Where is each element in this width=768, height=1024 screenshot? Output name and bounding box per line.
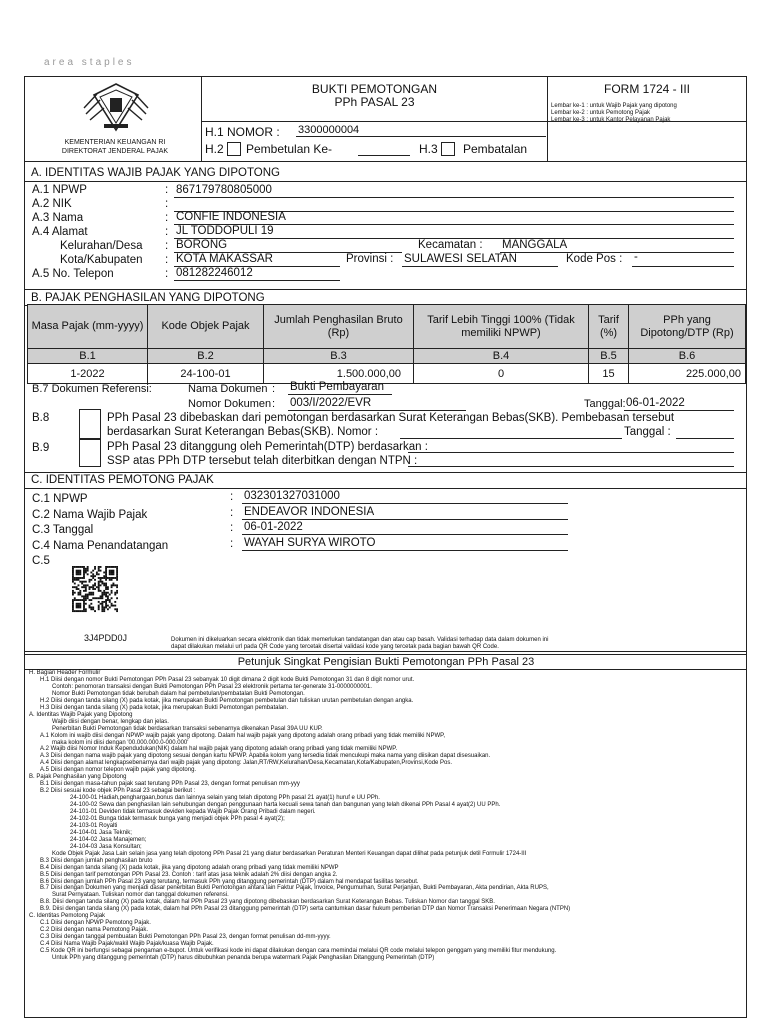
provinsi-label: Provinsi : [346,253,394,265]
qr-validation-code: 3J4PDD0J [84,633,128,643]
petunjuk-line: C. Identitas Pemotong Pajak [29,913,106,920]
skb-nomor-field[interactable] [400,438,622,439]
petunjuk-line: B. Pajak Penghasilan yang Dipotong [29,774,127,781]
skb-checkbox[interactable] [79,409,101,439]
petunjuk-line: H.2 Diisi dengan tanda silang (X) pada kotak, jika merupakan Bukti Pemotongan pembetulan dan tuliskan urutan pembetulan dengan angka. [40,697,414,704]
col-masa-pajak: Masa Pajak (mm-yyyy) [28,305,148,349]
c-tanggal-label: C.3 Tanggal [32,524,94,536]
nama-dok-label: Nama Dokumen [188,383,268,395]
section-a-rule [25,181,747,182]
code-b4: B.4 [414,349,589,364]
petunjuk-line: 24-100-01 Hadiah,penghargaan,bonus dan lainnya selain yang telah dipotong PPh pasal 21 ayat(1) huruf e UU PPh. [70,795,380,802]
cell-masa-pajak[interactable]: 1-2022 [28,364,148,384]
header-bottom-rule [25,161,747,162]
copy-note-3: Lembar ke-3 : untuk Kantor Pelayanan Pajak [551,117,671,123]
petunjuk-line: Contoh: penomoran transaksi dengan Bukti Pemotongan PPh Pasal 23 elektronik pertama ter-generate 31-0000000001. [52,683,372,690]
petunjuk-line: Penerbitan Bukti Pemotongan tidak berdasarkan transaksi sebenarnya dikenakan Pasal 39A UU KUP. [52,725,323,732]
electronic-note-2: dapat dilakukan melalui url pada QR Code yang tercetak disertai validasi kode yang tercetak pada bagian bawah QR Code. [171,644,499,650]
header-label: area staples [44,57,135,68]
petunjuk-line: B.8. Diisi dengan tanda silang (X) pada kotak, dalam hal PPh Pasal 23 yang dipotong dibebaskan berdasarkan Surat Keterangan Bebas. Tuliskan Nomor dan tanggal SKB. [40,899,495,906]
agency-line-1: KEMENTERIAN KEUANGAN RI [64,139,166,146]
cell-tarif[interactable]: 15 [589,364,629,384]
nama-dok-value[interactable]: Bukti Pembayaran [290,381,384,393]
ref-tanggal-value[interactable]: 06-01-2022 [626,397,685,409]
petunjuk-line: 24-103-01 Royalti [70,822,118,829]
h3-label: H.3 [419,142,438,156]
petunjuk-line: 24-100-02 Sewa dan penghasilan lain sehubungan dengan penggunaan harta kecuali sewa tanah dan bangunan yang telah dikenai PPh Pasal 4 ayat(2) UU PPh. [70,802,501,809]
c-nama-label: C.2 Nama Wajib Pajak [32,509,148,521]
code-b1: B.1 [28,349,148,364]
pembetulan-checkbox[interactable] [227,142,241,156]
petunjuk-line: Kode Objek Pajak Jasa Lain selain jasa yang telah dipotong PPh Pasal 21 yang diatur berdasarkan Peraturan Menteri Keuangan dapat dilihat pada petunjuk detil Formulir 1724-III [52,850,527,857]
petunjuk-line: C.4 Diisi Nama Wajib Pajak/wakil Wajib Pajak/kuasa Wajib Pajak. [40,941,214,948]
petunjuk-line: A.1 Kolom ini wajib diisi dengan NPWP wajib pajak yang dipotong. Dalam hal wajib pajak yang dipotong adalah orang pribadi yang tidak memiliki NPWP, [40,732,446,739]
pph-table [27,304,746,384]
petunjuk-line: H. Bagian Header Formulir [29,670,101,676]
cell-jumlah-bruto[interactable]: 1.500.000,00 [264,364,414,384]
kelurahan-label: Kelurahan/Desa [60,240,143,252]
petunjuk-title: Petunjuk Singkat Pengisian Bukti Pemotongan PPh Pasal 23 [237,656,535,668]
qr-code-icon[interactable] [72,566,118,620]
ntpn-field[interactable] [408,466,734,467]
petunjuk-line: C.5 Kode QR ini berfungsi sebagai pengaman e-bupot. Untuk verifikasi kode ini dapat dilakukan dengan cara memindai melalui QR code melalui telepon genggam yang memiliki fitur mendukung. [40,948,557,954]
petunjuk-line: 24-104-02 Jasa Manajemen; [70,836,147,843]
pembetulan-label: Pembetulan Ke- [246,142,333,156]
petunjuk-line: 24-104-03 Jasa Konsultan; [70,843,142,850]
nomor-label: H.1 NOMOR : [205,125,280,139]
copy-note-1: Lembar ke-1 : untuk Wajib Pajak yang dipotong [551,103,677,109]
c-penandatangan-label: C.4 Nama Penandatangan [32,540,169,552]
petunjuk-line: 24-104-01 Jasa Teknik; [70,829,132,836]
col-tarif-lebih-tinggi: Tarif Lebih Tinggi 100% (Tidak memiliki NPWP) [414,305,589,349]
petunjuk-line: A.3 Diisi dengan nama wajib pajak yang dipotong sesuai dengan kartu NPWP. Apabila kolom yang tersedia tidak mencukupi maka nama yang diisikan dapat disesuaikan. [40,753,491,760]
code-b6: B.6 [629,349,746,364]
petunjuk-line: maka kolom ini diisi dengan '00.000.000.0-000.000' [52,739,189,746]
petunjuk-line: Wajib diisi dengan benar, lengkap dan jelas. [52,718,169,725]
b8-text-1: PPh Pasal 23 dibebaskan dari pemotongan berdasarkan Surat Keterangan Bebas(SKB). Pembebasan tersebut [107,412,675,424]
pembatalan-label: Pembatalan [463,142,528,156]
nomor-value[interactable]: 3300000004 [298,124,360,136]
petunjuk-line: A.5 Diisi dengan nomor telepon wajib pajak yang dipotong. [40,767,197,774]
doc-title-line-2: PPh PASAL 23 [334,95,415,109]
ref-tanggal-label: Tanggal: [584,398,626,410]
petunjuk-line: B.2 Diisi sesuai kode objek PPh Pasal 23 sebagai berikut : [40,788,196,795]
telepon-value[interactable]: 081282246012 [176,267,253,279]
telepon-label: A.5 No. Telepon [32,268,114,280]
petunjuk-line: H.3 Diisi dengan tanda silang (X) pada kotak, jika merupakan Bukti Pemotongan pembatalan. [40,704,289,711]
kota-label: Kota/Kabupaten [60,254,143,266]
c-nama-value[interactable]: ENDEAVOR INDONESIA [244,506,375,518]
b9-text-2: SSP atas PPh DTP tersebut telah diterbitkan dengan NTPN : [107,455,418,467]
petunjuk-line: C.3 Diisi dengan tanggal pembuatan Bukti Pemotongan PPh Pasal 23, dengan format penulisan dd-mm-yyyy. [40,934,331,941]
col-pph-dipotong: PPh yang Dipotong/DTP (Rp) [629,305,746,349]
npwp-label: A.1 NPWP [32,184,87,196]
petunjuk-line: A. Identitas Wajib Pajak yang Dipotong [29,711,133,718]
petunjuk-line: 24-101-01 Deviden tidak termasuk deviden kepada Wajib Pajak Orang Pribadi dalam negeri. [70,809,316,815]
nomor-dok-label: Nomor Dokumen [188,398,272,410]
electronic-note-1: Dokumen ini dikeluarkan secara elektronik dan tidak memerlukan tandatangan dan atau cap basah. Validasi terhadap data dalam dokumen ini [171,637,549,643]
kecamatan-value[interactable]: MANGGALA [502,239,568,251]
ministry-logo-icon [78,80,154,134]
c-penandatangan-value[interactable]: WAYAH SURYA WIROTO [244,537,376,549]
c-npwp-label: C.1 NPWP [32,493,88,505]
kecamatan-label: Kecamatan : [418,239,483,251]
petunjuk-line: 24-102-01 Bunga tidak termasuk bunga yang menjadi objek PPh pasal 4 ayat(2); [70,815,285,822]
code-b5: B.5 [589,349,629,364]
c-npwp-value[interactable]: 032301327031000 [244,490,340,502]
agency-line-2: DIREKTORAT JENDERAL PAJAK [61,148,169,155]
code-b2: B.2 [148,349,264,364]
c5-label: C.5 [32,555,50,567]
petunjuk-line: B.7 Diisi dengan Dokumen yang menjadi dasar penerbitan Bukti Pemotongan antara lain Faktur Pajak, Invoice, Pengumuman, Surat Perjanjian, Bukti Pembayaran, Akta pendirian, Akta RUPS, [40,885,549,892]
nomor-underline [296,136,546,137]
code-b3: B.3 [264,349,414,364]
petunjuk-line: A.2 Wajib diisi Nomor Induk Kependudukan(NIK) dalam hal wajib pajak yang dipotong adalah orang pribadi yang tidak memiliki NPWP. [40,746,398,753]
petunjuk-line: C.1 Diisi dengan NPWP Pemotong Pajak. [40,920,151,927]
petunjuk-line: Nomor Bukti Pemotongan tidak berubah dalam hal pembetulan/pembatalan Bukti Pemotongan. [52,690,305,697]
col-kode-objek: Kode Objek Pajak [148,305,264,349]
b9-label: B.9 [32,442,50,454]
nik-label: A.2 NIK [32,198,72,210]
petunjuk-line: B.1 Diisi dengan masa-tahun pajak saat terutang PPh Pasal 23, dengan format penulisan mm-yyy [40,781,300,788]
form-code: FORM 1724 - III [603,82,691,96]
npwp-value[interactable]: 867179780805000 [176,184,272,196]
kota-value[interactable]: KOTA MAKASSAR [176,253,273,265]
kodepos-label: Kode Pos : [566,253,623,265]
petunjuk-line: B.3 Diisi dengan jumlah penghasilan bruto [40,857,153,864]
alamat-label: A.4 Alamat [32,226,88,238]
doc-title-line-1: BUKTI PEMOTONGAN [311,82,438,96]
cell-pph-dipotong[interactable]: 225.000,00 [629,364,746,384]
cell-kode-objek[interactable]: 24-100-01 [148,364,264,384]
petunjuk-line: B.6 Diisi dengan jumlah PPh Pasal 23 yang terutang, termasuk PPh yang ditanggung pemerintah (DTP) dalam hal mendapat fasilitas tersebut. [40,878,419,885]
copy-note-2: Lembar ke-2 : untuk Pemotong Pajak [551,110,651,116]
col-jumlah-bruto: Jumlah Penghasilan Bruto (Rp) [264,305,414,349]
h2-label: H.2 [205,142,224,156]
petunjuk-line: Untuk PPh yang ditanggung pemerintah (DTP) harus dibubuhkan penanda berupa watermark Pajak Penghasilan Ditanggung Pemerintah (DTP) [52,954,435,961]
b8-tanggal-label: Tanggal : [624,426,671,438]
b8-text-2: berdasarkan Surat Keterangan Bebas(SKB). Nomor : [107,426,379,438]
section-a-title: A. IDENTITAS WAJIB PAJAK YANG DIPOTONG [31,167,280,179]
petunjuk-line: Surat Pernyataan. Tuliskan nomor dan tanggal dokumen referensi. [52,892,229,899]
petunjuk-line: A.4 Diisi dengan alamat lengkapsebenarnya dari wajib pajak yang dipotong: Jalan,RT/RW,Kelurahan/Desa,Kecamatan,Kota/Kabupaten,Provinsi,Kode Pos. [40,760,453,767]
kodepos-value[interactable]: - [634,251,638,263]
nomor-dok-value[interactable]: 003/I/2022/EVR [290,397,372,409]
provinsi-value[interactable]: SULAWESI SELATAN [404,253,517,265]
col-tarif: Tarif (%) [589,305,629,349]
section-b-title: B. PAJAK PENGHASILAN YANG DIPOTONG [31,292,265,304]
ref-label: B.7 Dokumen Referensi: [32,383,152,395]
b8-label: B.8 [32,412,50,424]
table-row [28,364,746,384]
skb-tanggal-field[interactable] [676,438,734,439]
nama-label: A.3 Nama [32,212,84,224]
cell-tarif-lebih-tinggi[interactable]: 0 [414,364,589,384]
section-c-title: C. IDENTITAS PEMOTONG PAJAK [31,474,214,486]
petunjuk-line: B.9. Diisi dengan tanda silang (X) pada kotak, dalam hal PPh Pasal 23 ditanggung pemerintah (DTP) serta cantumkan dasar hukum pemberian DTP dan Nomor Transaksi Penerimaan Negara (NTPN) [40,906,571,913]
alamat-value[interactable]: JL TODDOPULI 19 [176,225,274,237]
petunjuk-line: B.4 Diisi dengan tanda silang (X) pada kotak, jika yang dipotong adalah orang pribadi yang tidak memiliki NPWP [40,864,339,871]
petunjuk-line: B.5 Diisi dengan tarif pemotongan PPh Pasal 23. Contoh : tarif atas jasa teknik adalah 2% diisi dengan angka 2. [40,871,338,878]
nama-value[interactable]: CONFIE INDONESIA [176,211,286,223]
c-tanggal-value[interactable]: 06-01-2022 [244,521,303,533]
dtp-checkbox[interactable] [79,439,101,467]
dtp-dasar-field[interactable] [408,452,734,453]
b9-text-1: PPh Pasal 23 ditanggung oleh Pemerintah(DTP) berdasarkan : [107,441,428,453]
pembatalan-checkbox[interactable] [441,142,455,156]
petunjuk-line: C.2 Diisi dengan nama Pemotong Pajak. [40,927,149,934]
petunjuk-line: H.1 Diisi dengan nomor Bukti Pemotongan PPh Pasal 23 sebanyak 10 digit dimana 2 digit kode Bukti Pemotongan 31 dan 8 digit nomor urut. [40,676,415,683]
kelurahan-value[interactable]: BORONG [176,239,228,251]
pembetulan-underline [358,155,410,156]
